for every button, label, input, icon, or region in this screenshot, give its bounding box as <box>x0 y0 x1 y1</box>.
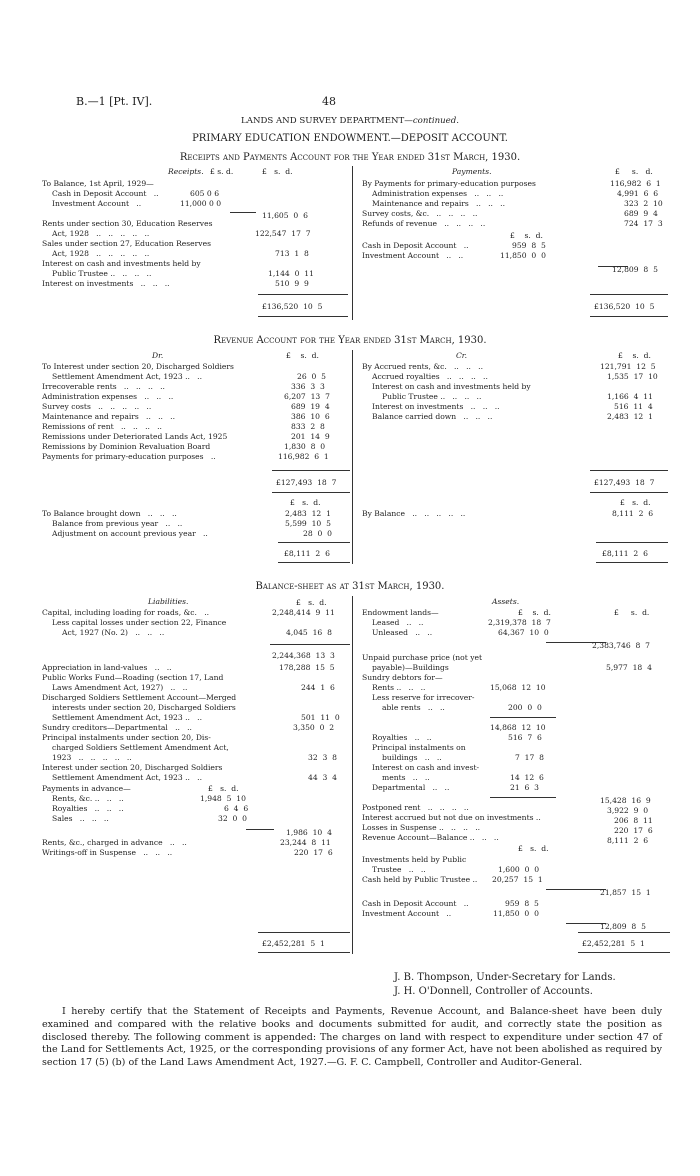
rule <box>490 717 556 718</box>
amount: 689 19 4 <box>291 402 330 411</box>
amount: 5,977 18 4 <box>606 663 652 672</box>
row-label: To Balance brought down .. .. .. <box>42 509 177 518</box>
row-label: Cash in Deposit Account .. <box>362 899 469 908</box>
row-label: Survey costs, &c. .. .. .. .. <box>362 209 478 218</box>
total: £8,111 2 6 <box>602 549 648 558</box>
amount-inner: 1,600 0 0 <box>498 865 540 874</box>
amount: 3,350 0 2 <box>293 723 335 732</box>
total: £136,520 10 5 <box>262 302 323 311</box>
rule <box>590 470 668 471</box>
lsd-header: £ s. d. <box>290 498 321 507</box>
row-label: Cash in Deposit Account .. <box>362 241 469 250</box>
amount: 12,809 8 5 <box>612 265 658 274</box>
signature-under-secretary: J. B. Thompson, Under-Secretary for Lands. <box>394 972 616 983</box>
amount-inner: 959 8 5 <box>505 899 539 908</box>
amount: 833 2 8 <box>291 422 325 431</box>
lsd-header: £ s. d. <box>210 167 234 176</box>
total: £2,452,281 5 1 <box>262 939 325 948</box>
fund-title: PRIMARY EDUCATION ENDOWMENT.—DEPOSIT ACCOUNT. <box>192 133 508 144</box>
audit-certificate: I hereby certify that the Statement of Receipts and Payments, Revenue Account, and Balance-sheet have been duly examined and compared with the relative books and documents submitted for audit, and correctly state the position as disclosed thereby. The following comment is appended: The charges on land with respect to expenditure under section 47 of the Land for Settlements Act, 1925, or the corresponding provisions of any former Act, have not been abolished as required by section 17 (5) (b) of the Land Laws Amendment Act, 1927.—G. F. C. Campbell, Controller and Auditor-General. <box>42 1006 662 1068</box>
assets-heading: Assets. <box>492 597 520 606</box>
rule <box>258 952 350 953</box>
row-label: Interest accrued but not due on investments .. <box>362 813 541 822</box>
row-label: Unleased .. .. <box>372 628 433 637</box>
rule <box>590 294 668 295</box>
row-label: To Balance, 1st April, 1929— <box>42 179 154 188</box>
amount: 1,830 8 0 <box>284 442 326 451</box>
amount: 220 17 6 <box>614 826 653 835</box>
amount: 116,982 6 1 <box>610 179 661 188</box>
row-label: Rents .. .. .. <box>372 683 426 692</box>
row-label: payable)—Buildings <box>372 663 449 672</box>
amount: 122,547 17 7 <box>255 229 311 238</box>
page-number: 48 <box>322 95 336 108</box>
column-divider <box>352 350 353 564</box>
amount: 2,483 12 1 <box>285 509 331 518</box>
row-label: Endowment lands— <box>362 608 439 617</box>
amount: 201 14 9 <box>291 432 330 441</box>
row-label: Discharged Soldiers Settlement Account—Merged <box>42 693 237 702</box>
lsd-header: £ s. d. <box>518 608 551 617</box>
row-label: Leased .. .. <box>372 618 424 627</box>
row-label: Adjustment on account previous year .. <box>52 529 208 538</box>
row-label: Principal instalments on <box>372 743 466 752</box>
row-label: Appreciation in land-values .. .. <box>42 663 172 672</box>
row-label: Administration expenses .. .. .. <box>372 189 504 198</box>
rule <box>596 542 668 543</box>
amount: 26 0 5 <box>297 372 327 381</box>
amount: 3,922 9 0 <box>607 806 649 815</box>
column-divider <box>352 596 353 954</box>
amount-inner: 11,850 0 0 <box>493 909 539 918</box>
amount: 220 17 6 <box>294 848 333 857</box>
amount: 1,986 10 4 <box>286 828 332 837</box>
row-label: By Payments for primary-education purposes <box>362 179 536 188</box>
rule <box>546 889 606 890</box>
row-label: 1923 .. .. .. .. .. <box>52 753 132 762</box>
amount: 6,207 13 7 <box>284 392 330 401</box>
row-label: Remissions by Dominion Revaluation Board <box>42 442 211 451</box>
amount: 116,982 6 1 <box>278 452 329 461</box>
rule <box>490 797 556 798</box>
amount-inner: 7 17 8 <box>515 753 545 762</box>
row-label: Interest on cash and invest- <box>372 763 480 772</box>
row-label: Sundry debtors for— <box>362 673 443 682</box>
rp-account-title: Receipts and Payments Account for the Year ended 31st March, 1930. <box>179 152 521 163</box>
amount: 336 3 3 <box>291 382 325 391</box>
amount-inner: 2,319,378 18 7 <box>488 618 551 627</box>
row-label: Administration expenses .. .. .. <box>42 392 174 401</box>
row-label: Payments for primary-education purposes .. <box>42 452 216 461</box>
cr-heading: Cr. <box>456 351 468 360</box>
amount: 1,166 4 11 <box>607 392 653 401</box>
amount-inner: 605 0 6 <box>190 189 220 198</box>
amount: 23,244 8 11 <box>280 838 331 847</box>
row-label: Settlement Amendment Act, 1923 .. .. <box>52 713 203 722</box>
row-label: buildings .. .. <box>382 753 442 762</box>
row-label: Capital, including loading for roads, &c. .. <box>42 608 210 617</box>
department-heading: LANDS AND SURVEY DEPARTMENT—continued. <box>241 116 459 126</box>
amount-inner: 200 0 0 <box>508 703 542 712</box>
total: £136,520 10 5 <box>594 302 655 311</box>
rule <box>590 492 668 493</box>
row-label: Less capital losses under section 22, Finance <box>52 618 227 627</box>
row-label: ments .. .. <box>382 773 430 782</box>
rule <box>590 316 668 317</box>
row-label: Cash in Deposit Account .. <box>52 189 159 198</box>
row-label: Interest on cash and investments held by <box>42 259 201 268</box>
rule <box>258 932 350 933</box>
amount-inner: 21 6 3 <box>510 783 540 792</box>
amount: 2,248,414 9 11 <box>272 608 335 617</box>
row-label: Royalties .. .. <box>372 733 432 742</box>
lsd-header: £ s. d. <box>208 784 239 793</box>
amount: 44 3 4 <box>308 773 338 782</box>
lsd-header: £ s. d. <box>620 498 651 507</box>
row-label: Accrued royalties .. .. .. .. <box>372 372 488 381</box>
row-label: Investment Account .. .. <box>362 251 464 260</box>
row-label: To Interest under section 20, Discharged Soldiers <box>42 362 234 371</box>
revenue-account-title: Revenue Account for the Year ended 31st March, 1930. <box>213 335 487 346</box>
row-label: charged Soldiers Settlement Amendment Act, <box>52 743 229 752</box>
amount: 724 17 3 <box>624 219 663 228</box>
amount: 1,144 0 11 <box>268 269 314 278</box>
row-label: Cash held by Public Trustee .. <box>362 875 478 884</box>
amount: 1,535 17 10 <box>607 372 658 381</box>
row-label: Investment Account .. <box>52 199 142 208</box>
total: £8,111 2 6 <box>284 549 330 558</box>
row-label: Rents, &c. .. .. .. <box>52 794 124 803</box>
row-label: Investments held by Public <box>362 855 467 864</box>
row-label: Sales .. .. .. <box>52 814 109 823</box>
receipts-heading: Receipts. <box>168 167 204 176</box>
rule <box>278 542 350 543</box>
amount-inner: 14,868 12 10 <box>490 723 546 732</box>
total: £127,493 18 7 <box>276 478 337 487</box>
amount-inner: 11,000 0 0 <box>180 199 222 208</box>
row-label: Irrecoverable rents .. .. .. .. <box>42 382 165 391</box>
rule <box>272 492 350 493</box>
rule <box>578 932 670 933</box>
rule <box>230 212 256 213</box>
row-label: Sales under section 27, Education Reserves <box>42 239 211 248</box>
lsd-header: £ s. d. <box>286 351 319 360</box>
amount: 4,045 16 8 <box>286 628 332 637</box>
row-label: Maintenance and repairs .. .. .. <box>42 412 176 421</box>
amount: 5,599 10 5 <box>285 519 331 528</box>
row-label: Departmental .. .. <box>372 783 450 792</box>
row-label: interests under section 20, Discharged Soldiers <box>52 703 236 712</box>
row-label: Balance from previous year .. .. <box>52 519 183 528</box>
rule <box>258 294 348 295</box>
lsd-header: £ s. d. <box>510 231 543 240</box>
row-label: Losses in Suspense .. .. .. .. <box>362 823 481 832</box>
row-label: Settlement Amendment Act, 1923 .. .. <box>52 773 203 782</box>
rule <box>270 644 350 645</box>
amount: 510 9 9 <box>275 279 309 288</box>
amount-inner: 11,850 0 0 <box>500 251 546 260</box>
amount: 244 1 6 <box>301 683 335 692</box>
amount: 15,428 16 9 <box>600 796 651 805</box>
rule <box>578 952 670 953</box>
rule <box>258 316 348 317</box>
amount: 713 1 8 <box>275 249 309 258</box>
amount: 11,605 0 6 <box>262 211 308 220</box>
row-label: Act, 1927 (No. 2) .. .. .. <box>62 628 165 637</box>
lsd-header: £ s. d. <box>262 167 293 176</box>
amount-inner: 6 4 6 <box>224 804 249 813</box>
amount: 8,111 2 6 <box>612 509 654 518</box>
amount-inner: 64,367 10 0 <box>498 628 549 637</box>
amount: 323 2 10 <box>624 199 663 208</box>
amount: 4,991 6 6 <box>617 189 659 198</box>
row-label: Interest on investments .. .. .. <box>42 279 170 288</box>
row-label: Remissions under Deteriorated Lands Act, 1925 <box>42 432 228 441</box>
rule <box>278 562 350 563</box>
amount: 2,244,368 13 3 <box>272 651 335 660</box>
row-label: Laws Amendment Act, 1927) .. .. <box>52 683 188 692</box>
row-label: Remissions of rent .. .. .. .. <box>42 422 162 431</box>
amount: 516 11 4 <box>614 402 653 411</box>
total: £2,452,281 5 1 <box>582 939 645 948</box>
row-label: Rents, &c., charged in advance .. .. <box>42 838 187 847</box>
row-label: Investment Account .. <box>362 909 452 918</box>
column-divider <box>352 166 353 320</box>
row-label: Sundry creditors—Departmental .. .. <box>42 723 192 732</box>
balance-sheet-title: Balance-sheet as at 31st March, 1930. <box>255 581 445 592</box>
row-label: Balance carried down .. .. .. <box>372 412 493 421</box>
rule <box>272 470 350 471</box>
lsd-header: £ s. d. <box>614 608 650 617</box>
row-label: By Balance .. .. .. .. .. <box>362 509 466 518</box>
row-label: Interest on cash and investments held by <box>372 382 531 391</box>
row-label: Survey costs .. .. .. .. .. <box>42 402 152 411</box>
row-label: Less reserve for irrecover- <box>372 693 475 702</box>
amount: 501 11 0 <box>301 713 340 722</box>
row-label: Payments in advance— <box>42 784 131 793</box>
amount-inner: 15,068 12 10 <box>490 683 546 692</box>
rule <box>596 562 668 563</box>
row-label: able rents .. .. <box>382 703 445 712</box>
amount-inner: 32 0 0 <box>218 814 248 823</box>
row-label: Writings-off in Suspense .. .. .. <box>42 848 173 857</box>
row-label: Refunds of revenue .. .. .. .. <box>362 219 486 228</box>
amount-inner: 1,948 5 10 <box>200 794 246 803</box>
lsd-header: £ s. d. <box>518 844 549 853</box>
amount: 32 3 8 <box>308 753 338 762</box>
row-label: Principal instalments under section 20, Dis- <box>42 733 211 742</box>
amount-inner: 516 7 6 <box>508 733 542 742</box>
row-label: Public Trustee .. .. .. .. <box>382 392 482 401</box>
amount: 2,383,746 8 7 <box>592 641 650 650</box>
payments-heading: Payments. <box>452 167 492 176</box>
row-label: Public Works Fund—Roading (section 17, Land <box>42 673 224 682</box>
row-label: Unpaid purchase price (not yet <box>362 653 483 662</box>
report-reference: B.—1 [Pt. IV]. <box>76 95 153 108</box>
row-label: Maintenance and repairs .. .. .. <box>372 199 506 208</box>
liabilities-heading: Liabilities. <box>148 597 189 606</box>
row-label: Royalties .. .. .. <box>52 804 124 813</box>
row-label: Interest under section 20, Discharged Soldiers <box>42 763 223 772</box>
total: £127,493 18 7 <box>594 478 655 487</box>
amount: 21,857 15 1 <box>600 888 651 897</box>
row-label: Interest on investments .. .. .. <box>372 402 500 411</box>
amount: 206 8 11 <box>614 816 653 825</box>
row-label: By Accrued rents, &c. .. .. .. <box>362 362 483 371</box>
dr-heading: Dr. <box>152 351 164 360</box>
row-label: Act, 1928 .. .. .. .. .. <box>52 249 150 258</box>
row-label: Settlement Amendment Act, 1923 .. .. <box>52 372 203 381</box>
amount: 386 10 6 <box>291 412 330 421</box>
signature-controller: J. H. O'Donnell, Controller of Accounts. <box>394 986 593 997</box>
amount: 689 9 4 <box>624 209 658 218</box>
amount: 121,791 12 5 <box>600 362 656 371</box>
amount: 28 0 0 <box>303 529 333 538</box>
row-label: Postponed rent .. .. .. .. <box>362 803 469 812</box>
amount-inner: 20,257 15 1 <box>492 875 543 884</box>
amount-inner: 14 12 6 <box>510 773 544 782</box>
lsd-header: £ s. d. <box>296 598 327 607</box>
row-label: Public Trustee .. .. .. .. <box>52 269 152 278</box>
lsd-header: £ s. d. <box>618 351 651 360</box>
row-label: Rents under section 30, Education Reserves <box>42 219 213 228</box>
amount: 8,111 2 6 <box>607 836 649 845</box>
row-label: Revenue Account—Balance .. .. .. <box>362 833 499 842</box>
row-label: Trustee .. .. <box>372 865 426 874</box>
row-label: Act, 1928 .. .. .. .. .. <box>52 229 150 238</box>
rule <box>246 829 274 830</box>
amount: 2,483 12 1 <box>607 412 653 421</box>
amount: 12,809 8 5 <box>600 922 646 931</box>
amount-inner: 959 8 5 <box>512 241 546 250</box>
amount: 178,288 15 5 <box>279 663 335 672</box>
lsd-header: £ s. d. <box>615 167 653 176</box>
